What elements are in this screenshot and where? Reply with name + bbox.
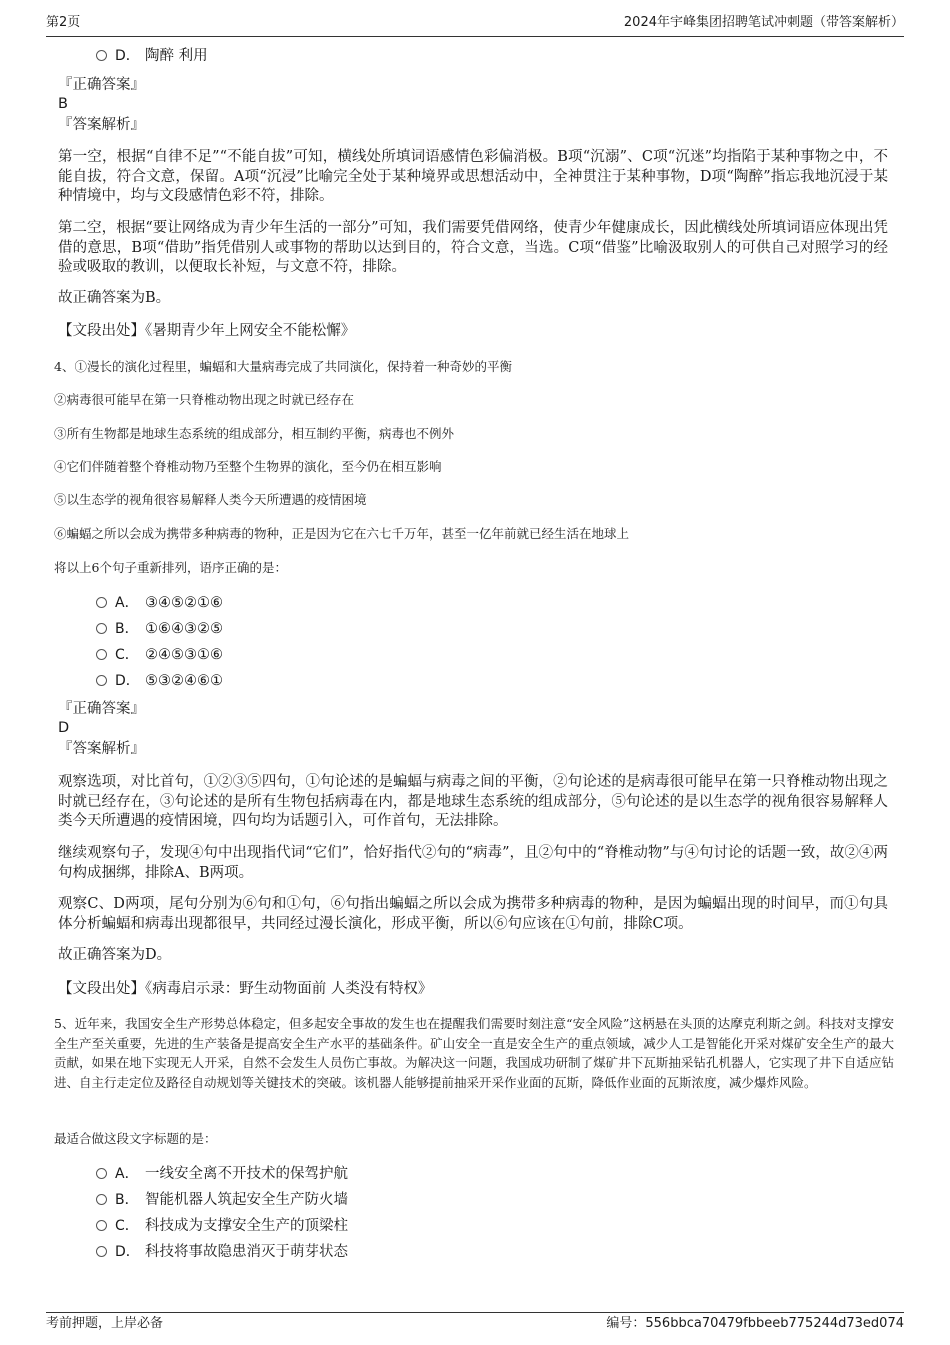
q5-passage: 5、近年来，我国安全生产形势总体稳定，但多起安全事故的发生也在提醒我们需要时刻注意“安全风险”这柄悬在头顶的达摩克利斯之剑。科技对支撑安全生产至关重要，先进的生产装备是提高安全生产水平的基础条件。矿山安全一直是安全生产的重点领域，减少人工是智能化开采对煤矿安全生产的最大贡献，如果在地下实现无人开采，自然不会发生人员伤亡事故。为解决这一问题，我国成功研制了煤矿井下瓦斯抽采钻孔机器人，它实现了井下自适应钻进、自主行走定位及路径自动规划等关键技术的突破。该机器人能够提前抽采开采作业面的瓦斯，降低作业面的瓦斯浓度，减少爆炸风险。	[54, 1016, 894, 1090]
page-footer	[46, 1312, 904, 1333]
q4-sentence: 4、①漫长的演化过程里，蝙蝠和大量病毒完成了共同演化，保持着一种奇妙的平衡	[54, 359, 512, 374]
option-text: ③④⑤②①⑥	[145, 595, 223, 611]
q4-option-b[interactable]	[96, 619, 223, 639]
option-text: 陶醉 利用	[145, 48, 208, 64]
document-title: 2024年宇峰集团招聘笔试冲刺题（带答案解析）	[623, 15, 904, 30]
q3-answer: B	[58, 96, 68, 112]
footer-slogan: 考前押题，上岸必备	[46, 1316, 164, 1331]
document-id: 编号：556bbca70479fbbeeb775244d73ed074	[606, 1316, 904, 1331]
q3-analysis-paragraph: 第二空，根据“要让网络成为青少年生活的一部分”可知，我们需要凭借网络，使青少年健康成长，因此横线处所填词语应体现出凭借的意思，B项“借助”指凭借别人或事物的帮助以达到目的，符合文意，当选。C项“借鉴”比喻汲取别人的可供自己对照学习的经验或吸取的教训，以便取长补短，与文意不符，排除。	[58, 220, 888, 275]
option-letter: A．	[115, 1166, 139, 1182]
option-text: 智能机器人筑起安全生产防火墙	[145, 1192, 348, 1208]
q4-analysis-paragraph: 观察C、D两项，尾句分别为⑥句和①句，⑥句指出蝙蝠之所以会成为携带多种病毒的物种，是因为蝙蝠出现的时间早，而①句具体分析蝙蝠和病毒出现都很早，共同经过漫长演化，形成平衡，所以⑥句应该在①句前，排除C项。	[58, 896, 888, 932]
q3-analysis-label: 『答案解析』	[58, 117, 145, 133]
option-text: ⑤③②④⑥①	[145, 673, 223, 689]
q5-option-c[interactable]	[96, 1216, 348, 1236]
q4-prompt: 将以上6个句子重新排列，语序正确的是：	[54, 560, 287, 575]
option-text: ②④⑤③①⑥	[145, 647, 223, 663]
radio-icon[interactable]	[96, 597, 107, 608]
q5-option-a[interactable]	[96, 1164, 348, 1184]
option-letter: B．	[115, 621, 139, 637]
q5-prompt: 最适合做这段文字标题的是：	[54, 1131, 217, 1146]
q5-option-b[interactable]	[96, 1190, 348, 1210]
q4-conclusion: 故正确答案为D。	[58, 947, 172, 963]
q3-option-d[interactable]	[96, 46, 208, 66]
q4-option-c[interactable]	[96, 645, 223, 665]
q4-option-a[interactable]	[96, 593, 223, 613]
radio-icon[interactable]	[96, 1246, 107, 1257]
q4-sentence: ②病毒很可能早在第一只脊椎动物出现之时就已经存在	[54, 392, 355, 407]
option-letter: C．	[115, 1218, 139, 1234]
option-text: 一线安全离不开技术的保驾护航	[145, 1166, 348, 1182]
q4-source: 【文段出处】《病毒启示录：野生动物面前 人类没有特权》	[58, 981, 433, 997]
q3-answer-label: 『正确答案』	[58, 77, 145, 93]
q4-sentence: ⑤以生态学的视角很容易解释人类今天所遭遇的疫情困境	[54, 492, 367, 507]
option-text: 科技成为支撑安全生产的顶梁柱	[145, 1218, 348, 1234]
q4-analysis-paragraph: 观察选项，对比首句，①②③⑤四句，①句论述的是蝙蝠与病毒之间的平衡，②句论述的是病毒很可能早在第一只脊椎动物出现之时就已经存在，③句论述的是所有生物包括病毒在内，都是地球生态系统的组成部分，⑤句论述的是以生态学的视角很容易解释人类今天所遭遇的疫情困境，四句均为话题引入，可作首句，无法排除。	[58, 774, 888, 829]
option-text: ①⑥④③②⑤	[145, 621, 223, 637]
option-letter: C．	[115, 647, 139, 663]
radio-icon[interactable]	[96, 1194, 107, 1205]
q4-sentence: ③所有生物都是地球生态系统的组成部分，相互制约平衡，病毒也不例外	[54, 426, 455, 441]
radio-icon[interactable]	[96, 1168, 107, 1179]
q5-option-d[interactable]	[96, 1242, 348, 1262]
radio-icon[interactable]	[96, 623, 107, 634]
q4-sentence: ④它们伴随着整个脊椎动物乃至整个生物界的演化，至今仍在相互影响	[54, 459, 442, 474]
option-letter: D．	[115, 673, 140, 689]
q4-sentence: ⑥蝙蝠之所以会成为携带多种病毒的物种，正是因为它在六七千万年，甚至一亿年前就已经生活在地球上	[54, 526, 630, 541]
option-letter: B．	[115, 1192, 139, 1208]
q4-option-d[interactable]	[96, 671, 223, 691]
option-text: 科技将事故隐患消灭于萌芽状态	[145, 1244, 348, 1260]
page-header	[46, 14, 904, 37]
radio-icon[interactable]	[96, 1220, 107, 1231]
option-letter: D．	[115, 1244, 140, 1260]
q4-analysis-paragraph: 继续观察句子，发现④句中出现指代词“它们”，恰好指代②句的“病毒”，且②句中的“脊椎动物”与④句讨论的话题一致，故②④两句构成捆绑，排除A、B两项。	[58, 845, 888, 881]
q4-answer-label: 『正确答案』	[58, 701, 145, 717]
q3-conclusion: 故正确答案为B。	[58, 290, 171, 306]
q4-answer: D	[58, 720, 70, 736]
radio-icon[interactable]	[96, 50, 107, 61]
radio-icon[interactable]	[96, 649, 107, 660]
option-letter: A．	[115, 595, 139, 611]
radio-icon[interactable]	[96, 675, 107, 686]
q4-analysis-label: 『答案解析』	[58, 741, 145, 757]
option-letter: D．	[115, 48, 140, 64]
q3-analysis-paragraph: 第一空，根据“自律不足”“不能自拔”可知，横线处所填词语感情色彩偏消极。B项“沉溺”、C项“沉迷”均指陷于某种事物之中，不能自拔，符合文意，保留。A项“沉浸”比喻完全处于某种境界或思想活动中，全神贯注于某种事物，D项“陶醉”指忘我地沉浸于某种情境中，均与文段感情色彩不符，排除。	[58, 149, 888, 204]
page-number: 第2页	[46, 15, 81, 30]
q3-source: 【文段出处】《暑期青少年上网安全不能松懈》	[58, 323, 356, 339]
